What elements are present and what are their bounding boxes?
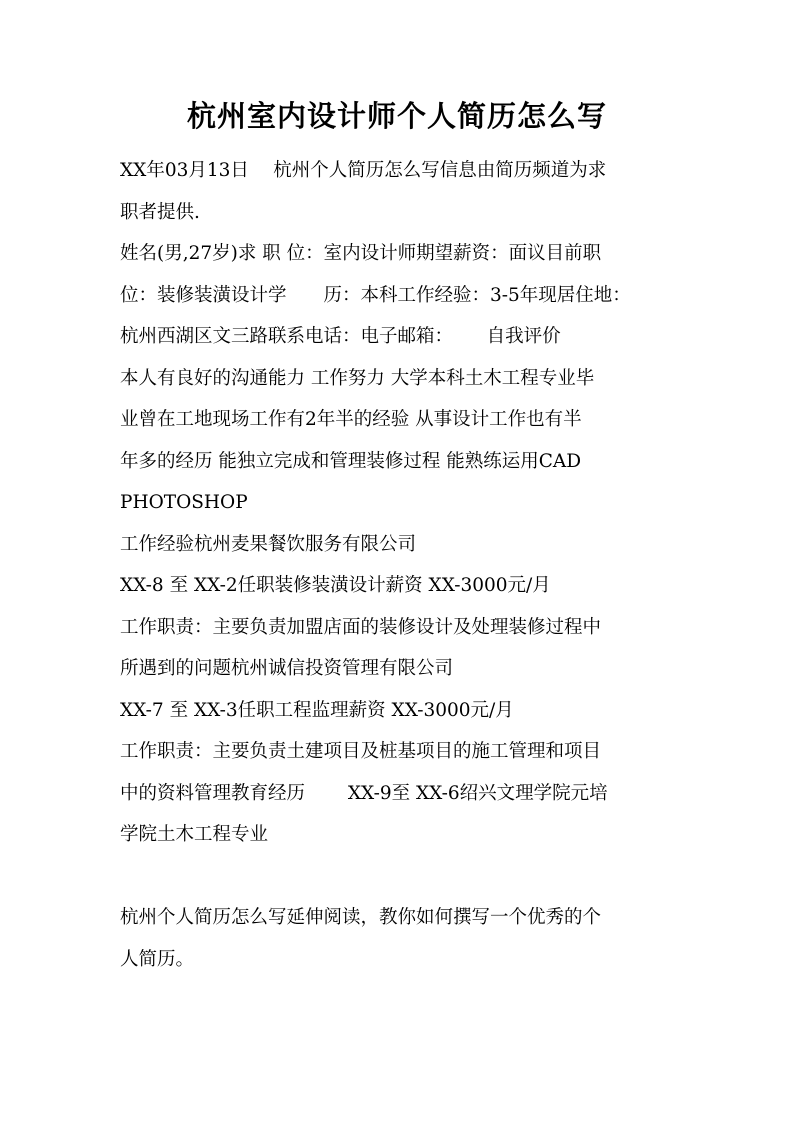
page-title: 杭州室内设计师个人简历怎么写 <box>186 99 607 133</box>
blank-line <box>120 856 680 898</box>
text-line: PHOTOSHOP <box>120 492 248 513</box>
text-line: 杭州西湖区文三路联系电话：电子邮箱： 自我评价 <box>120 326 561 347</box>
closing-line: 人简历。 <box>120 948 195 970</box>
text-line: XX-8 至 XX-2任职装修装潢设计薪资 XX-3000元/月 <box>120 575 551 596</box>
text-line: 工作职责：主要负责加盟店面的装修设计及处理装修过程中 <box>120 616 602 638</box>
text-line: 工作职责：主要负责土建项目及桩基项目的施工管理和项目 <box>120 741 602 762</box>
text-line: 业曾在工地现场工作有2年半的经验 从事设计工作也有半 <box>120 409 582 430</box>
closing-line: 杭州个人简历怎么写延伸阅读，教你如何撰写一个优秀的个 <box>120 907 602 928</box>
text-line: 本人有良好的沟通能力 工作努力 大学本科土木工程专业毕 <box>120 367 595 389</box>
resume-body <box>120 150 680 980</box>
text-line: XX年03月13日 杭州个人简历怎么写信息由简历频道为求 <box>120 160 607 181</box>
text-line: 年多的经历 能独立完成和管理装修过程 能熟练运用CAD <box>120 450 582 472</box>
text-line: 学院土木工程专业 <box>120 824 269 845</box>
text-line: XX-7 至 XX-3任职工程监理薪资 XX-3000元/月 <box>120 699 514 721</box>
text-line: 工作经验杭州麦果餐饮服务有限公司 <box>120 533 417 555</box>
text-line: 姓名(男,27岁)求 职 位：室内设计师期望薪资：面议目前职 <box>120 243 602 264</box>
text-line: 所遇到的问题杭州诚信投资管理有限公司 <box>120 658 454 679</box>
text-line: 职者提供. <box>120 201 200 223</box>
text-line: 中的资料管理教育经历 XX-9至 XX-6绍兴文理学院元培 <box>120 782 608 804</box>
text-line: 位：装修装潢设计学 历：本科工作经验：3-5年现居住地： <box>120 284 631 306</box>
